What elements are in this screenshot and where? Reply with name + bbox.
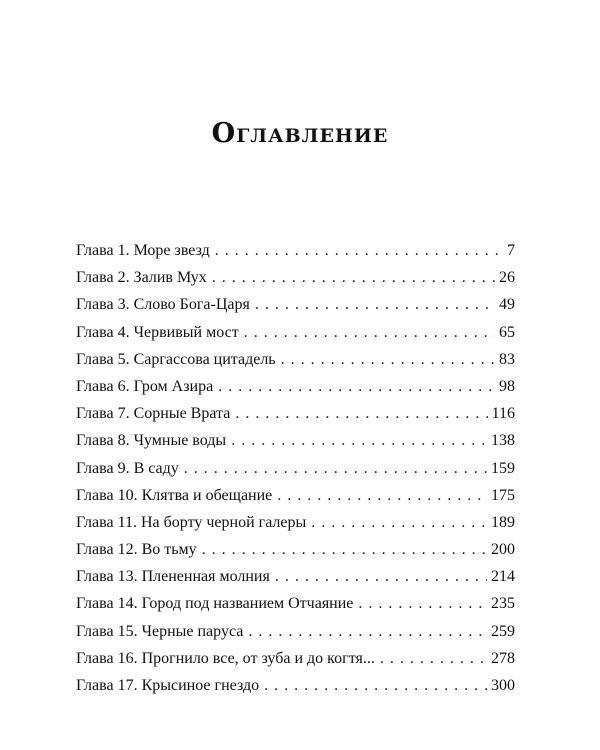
toc-entry-page-number: 159 [491,459,515,477]
toc-leader-dots [248,618,487,645]
toc-entry [76,346,515,373]
toc-entry-page-number: 7 [507,242,515,259]
toc-leader-dots [235,400,487,427]
toc-leader-dots [184,455,487,482]
toc-entry-page-number: 200 [491,541,515,559]
toc-entry-label: Глава 6. Гром Азира [76,377,214,395]
toc-entry-label: Глава 5. Саргассова цитадель [76,350,276,368]
toc-leader-dots [231,427,487,454]
toc-entry [76,264,515,291]
toc-entry-page-number: 175 [491,486,515,504]
toc-entry [76,563,515,590]
toc-entry [76,237,515,264]
toc-entry [76,509,515,536]
toc-entry-label: Глава 11. На борту черной галеры [76,513,307,531]
toc-entry [76,400,515,427]
toc-entry-page-number: 49 [499,296,515,314]
toc-entry-page-number: 116 [491,405,515,423]
toc-leader-dots [281,346,495,373]
toc-entry-page-number: 138 [491,432,515,450]
toc-entry-label: Глава 7. Сорные Врата [76,405,231,423]
toc-entry-page-number: 235 [491,595,515,613]
toc-leader-dots [218,373,495,400]
toc-entry-label: Глава 13. Плененная молния [76,568,270,586]
toc-entry-label: Глава 15. Черные паруса [76,622,244,640]
toc-entry-label: Глава 2. Залив Мух [76,269,207,287]
toc-entry-page-number: 83 [499,350,515,368]
toc-entry-label: Глава 17. Крысиное гнездо [76,677,260,694]
toc-leader-dots [264,672,487,699]
toc-entry-page-number: 300 [491,677,515,694]
toc-entry-label: Глава 9. В саду [76,459,179,477]
toc-entry-label: Глава 12. Во тьму [76,541,197,559]
toc-entry [76,536,515,563]
toc-entry-page-number: 26 [499,269,515,287]
toc-entry [76,427,515,454]
toc-entry [76,482,515,509]
toc-entry [76,455,515,482]
toc-entry-page-number: 65 [499,323,515,341]
toc-entry [76,618,515,645]
toc-entry-page-number: 98 [499,377,515,395]
toc-leader-dots [277,482,487,509]
toc-entry-page-number: 214 [491,568,515,586]
toc-leader-dots [255,291,495,318]
toc-leader-dots [358,590,487,617]
table-of-contents [76,237,515,699]
toc-leader-dots [275,563,487,590]
toc-entry [76,291,515,318]
toc-leader-dots [380,645,487,672]
toc-entry-page-number: 259 [491,622,515,640]
toc-leader-dots [202,536,487,563]
toc-entry [76,319,515,346]
toc-leader-dots [215,237,503,264]
toc-entry [76,672,515,699]
toc-entry-label: Глава 1. Море звезд [76,242,210,259]
toc-entry [76,373,515,400]
toc-entry-label: Глава 10. Клятва и обещание [76,486,273,504]
toc-entry-label: Глава 3. Слово Бога-Царя [76,296,250,314]
toc-entry [76,645,515,672]
toc-leader-dots [212,264,495,291]
toc-leader-dots [244,319,495,346]
toc-entry-page-number: 189 [491,513,515,531]
toc-leader-dots [311,509,487,536]
page-title: Оглавление [211,118,389,149]
toc-entry-label: Глава 4. Червивый мост [76,323,239,341]
toc-entry-label: Глава 16. Прогнило все, от зуба и до когтя... [76,649,375,667]
toc-entry-page-number: 278 [491,649,515,667]
toc-entry-label: Глава 14. Город под названием Отчаяние [76,595,354,613]
toc-entry [76,590,515,617]
toc-entry-label: Глава 8. Чумные воды [76,432,227,450]
